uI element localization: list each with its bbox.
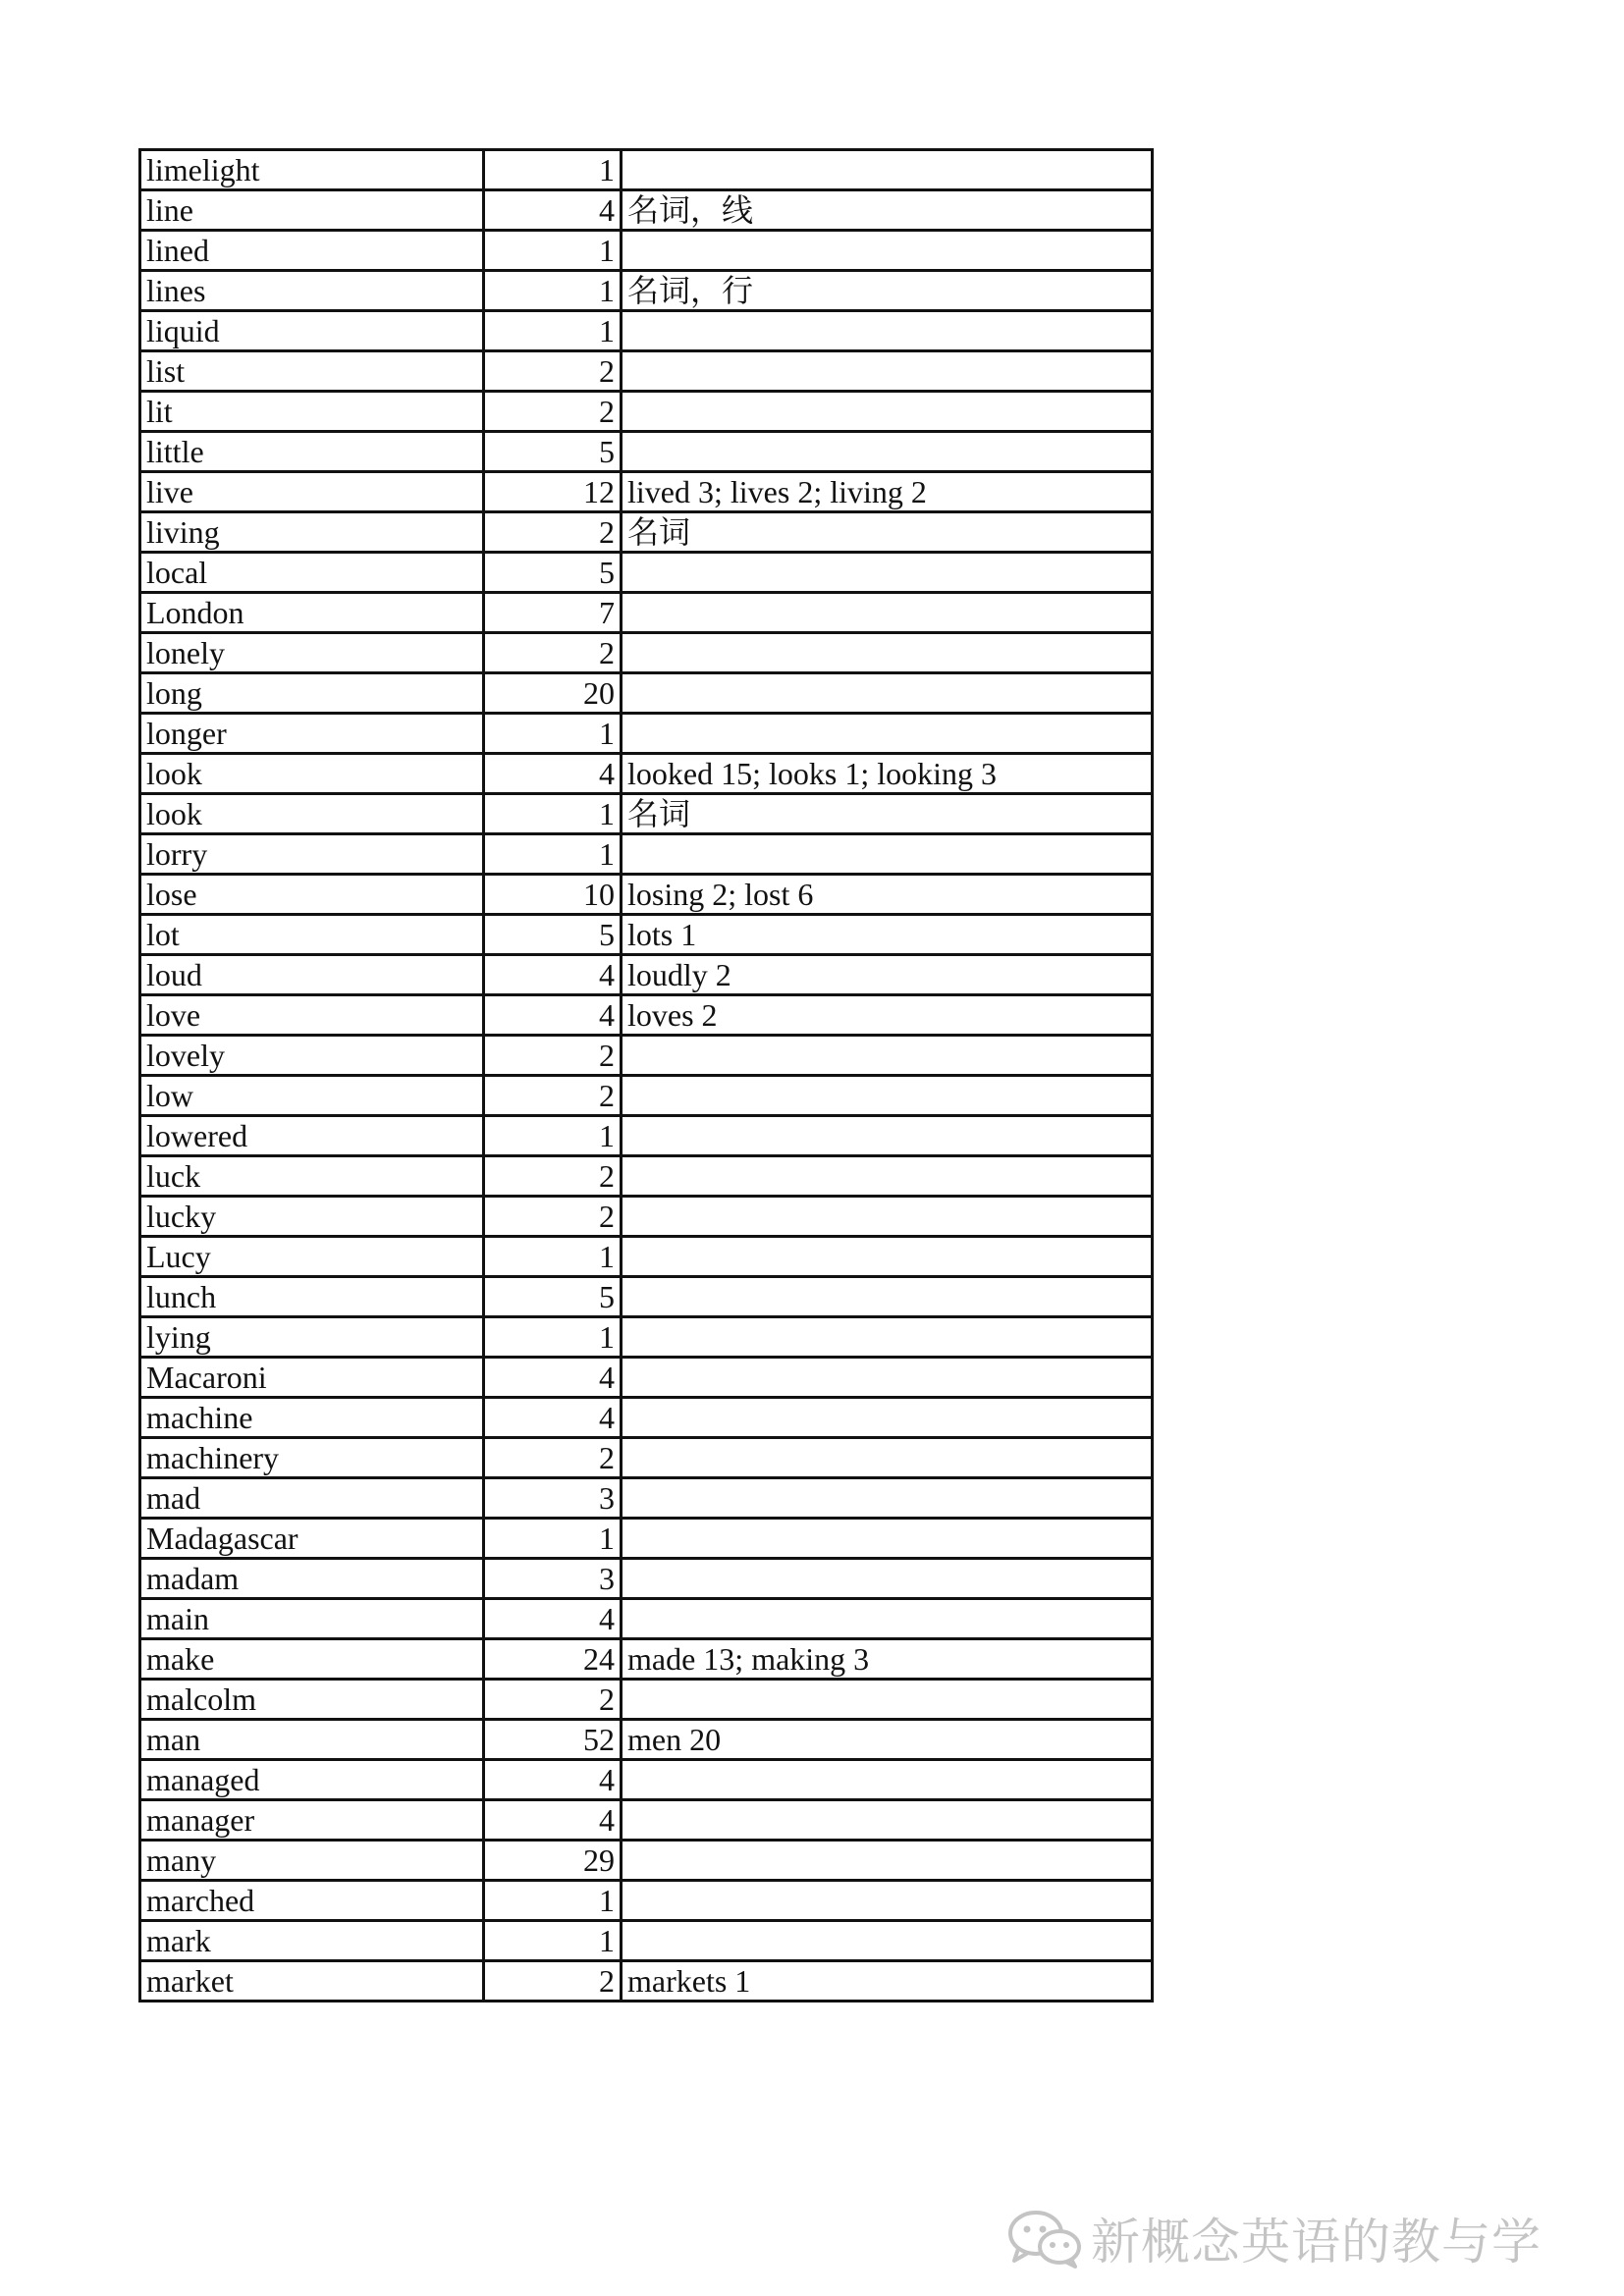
count-cell: 1 bbox=[484, 311, 622, 351]
count-cell: 10 bbox=[484, 875, 622, 915]
table-row bbox=[140, 1599, 1153, 1639]
notes-cell bbox=[622, 1478, 1153, 1519]
count-cell: 1 bbox=[484, 1237, 622, 1277]
table-row bbox=[140, 392, 1153, 432]
table-row bbox=[140, 190, 1153, 231]
table-row bbox=[140, 1317, 1153, 1358]
count-cell: 2 bbox=[484, 633, 622, 673]
notes-cell bbox=[622, 1358, 1153, 1398]
notes-cell: loudly 2 bbox=[622, 955, 1153, 995]
table-row bbox=[140, 714, 1153, 754]
count-cell: 4 bbox=[484, 995, 622, 1036]
notes-cell bbox=[622, 593, 1153, 633]
notes-cell bbox=[622, 1760, 1153, 1800]
word-cell: lose bbox=[140, 875, 484, 915]
notes-cell bbox=[622, 1881, 1153, 1921]
count-cell: 1 bbox=[484, 834, 622, 875]
count-cell: 2 bbox=[484, 1156, 622, 1197]
count-cell: 2 bbox=[484, 1197, 622, 1237]
word-cell: lorry bbox=[140, 834, 484, 875]
notes-cell: made 13; making 3 bbox=[622, 1639, 1153, 1680]
table-row bbox=[140, 1358, 1153, 1398]
table-row bbox=[140, 1438, 1153, 1478]
notes-cell bbox=[622, 553, 1153, 593]
table-row bbox=[140, 1398, 1153, 1438]
notes-cell: lived 3; lives 2; living 2 bbox=[622, 472, 1153, 512]
table-row bbox=[140, 1921, 1153, 1961]
table-row bbox=[140, 754, 1153, 794]
table-row bbox=[140, 915, 1153, 955]
word-cell: Lucy bbox=[140, 1237, 484, 1277]
table-row bbox=[140, 1197, 1153, 1237]
word-cell: look bbox=[140, 794, 484, 834]
word-cell: live bbox=[140, 472, 484, 512]
table-row bbox=[140, 1116, 1153, 1156]
count-cell: 24 bbox=[484, 1639, 622, 1680]
word-cell: love bbox=[140, 995, 484, 1036]
word-cell: lined bbox=[140, 231, 484, 271]
table-row bbox=[140, 1720, 1153, 1760]
table-row bbox=[140, 995, 1153, 1036]
table-row bbox=[140, 1237, 1153, 1277]
word-cell: lit bbox=[140, 392, 484, 432]
table-row bbox=[140, 231, 1153, 271]
notes-cell bbox=[622, 1197, 1153, 1237]
word-cell: machine bbox=[140, 1398, 484, 1438]
word-frequency-table bbox=[138, 148, 1154, 2002]
word-cell: lying bbox=[140, 1317, 484, 1358]
notes-cell bbox=[622, 1116, 1153, 1156]
watermark bbox=[1006, 2204, 1542, 2272]
table-row bbox=[140, 794, 1153, 834]
count-cell: 52 bbox=[484, 1720, 622, 1760]
notes-cell bbox=[622, 1680, 1153, 1720]
word-cell: liquid bbox=[140, 311, 484, 351]
notes-cell bbox=[622, 1036, 1153, 1076]
word-cell: main bbox=[140, 1599, 484, 1639]
word-cell: longer bbox=[140, 714, 484, 754]
notes-cell bbox=[622, 1237, 1153, 1277]
word-cell: London bbox=[140, 593, 484, 633]
count-cell: 5 bbox=[484, 553, 622, 593]
table-row bbox=[140, 834, 1153, 875]
word-cell: luck bbox=[140, 1156, 484, 1197]
notes-cell bbox=[622, 673, 1153, 714]
count-cell: 1 bbox=[484, 794, 622, 834]
table-row bbox=[140, 633, 1153, 673]
word-cell: marched bbox=[140, 1881, 484, 1921]
word-cell: local bbox=[140, 553, 484, 593]
count-cell: 1 bbox=[484, 150, 622, 190]
word-cell: living bbox=[140, 512, 484, 553]
word-cell: malcolm bbox=[140, 1680, 484, 1720]
notes-cell bbox=[622, 1841, 1153, 1881]
watermark-text: 新概念英语的教与学 bbox=[1091, 2214, 1542, 2270]
table-row bbox=[140, 1639, 1153, 1680]
notes-cell bbox=[622, 1599, 1153, 1639]
word-cell: low bbox=[140, 1076, 484, 1116]
table-row bbox=[140, 553, 1153, 593]
count-cell: 1 bbox=[484, 231, 622, 271]
table-row bbox=[140, 1156, 1153, 1197]
word-cell: little bbox=[140, 432, 484, 472]
notes-cell: men 20 bbox=[622, 1720, 1153, 1760]
notes-cell: 名词 bbox=[622, 794, 1153, 834]
table-row bbox=[140, 1519, 1153, 1559]
word-cell: Madagascar bbox=[140, 1519, 484, 1559]
count-cell: 4 bbox=[484, 1358, 622, 1398]
notes-cell bbox=[622, 1921, 1153, 1961]
notes-cell bbox=[622, 392, 1153, 432]
count-cell: 3 bbox=[484, 1559, 622, 1599]
notes-cell: 名词，线 bbox=[622, 190, 1153, 231]
table-row bbox=[140, 1800, 1153, 1841]
notes-cell bbox=[622, 1519, 1153, 1559]
word-cell: lucky bbox=[140, 1197, 484, 1237]
word-cell: make bbox=[140, 1639, 484, 1680]
table-row bbox=[140, 1760, 1153, 1800]
table-row bbox=[140, 512, 1153, 553]
table-row bbox=[140, 593, 1153, 633]
notes-cell bbox=[622, 351, 1153, 392]
notes-cell bbox=[622, 1398, 1153, 1438]
table-row bbox=[140, 150, 1153, 190]
word-cell: manager bbox=[140, 1800, 484, 1841]
word-cell: limelight bbox=[140, 150, 484, 190]
notes-cell bbox=[622, 1317, 1153, 1358]
word-cell: machinery bbox=[140, 1438, 484, 1478]
notes-cell: 名词 bbox=[622, 512, 1153, 553]
table-row bbox=[140, 1841, 1153, 1881]
word-cell: lonely bbox=[140, 633, 484, 673]
notes-cell: markets 1 bbox=[622, 1961, 1153, 2002]
count-cell: 5 bbox=[484, 915, 622, 955]
count-cell: 29 bbox=[484, 1841, 622, 1881]
count-cell: 20 bbox=[484, 673, 622, 714]
word-cell: mark bbox=[140, 1921, 484, 1961]
word-cell: mad bbox=[140, 1478, 484, 1519]
table-row bbox=[140, 1881, 1153, 1921]
word-cell: long bbox=[140, 673, 484, 714]
count-cell: 4 bbox=[484, 1599, 622, 1639]
count-cell: 4 bbox=[484, 190, 622, 231]
count-cell: 2 bbox=[484, 392, 622, 432]
word-cell: market bbox=[140, 1961, 484, 2002]
count-cell: 4 bbox=[484, 955, 622, 995]
word-cell: Macaroni bbox=[140, 1358, 484, 1398]
word-cell: lot bbox=[140, 915, 484, 955]
table-row bbox=[140, 1076, 1153, 1116]
notes-cell bbox=[622, 1438, 1153, 1478]
notes-cell bbox=[622, 714, 1153, 754]
word-cell: lines bbox=[140, 271, 484, 311]
notes-cell: looked 15; looks 1; looking 3 bbox=[622, 754, 1153, 794]
table-row bbox=[140, 311, 1153, 351]
count-cell: 2 bbox=[484, 512, 622, 553]
notes-cell bbox=[622, 150, 1153, 190]
table-row bbox=[140, 271, 1153, 311]
notes-cell bbox=[622, 1156, 1153, 1197]
notes-cell bbox=[622, 1559, 1153, 1599]
count-cell: 2 bbox=[484, 1438, 622, 1478]
word-cell: look bbox=[140, 754, 484, 794]
word-cell: lovely bbox=[140, 1036, 484, 1076]
count-cell: 5 bbox=[484, 1277, 622, 1317]
word-cell: man bbox=[140, 1720, 484, 1760]
count-cell: 12 bbox=[484, 472, 622, 512]
count-cell: 1 bbox=[484, 1881, 622, 1921]
count-cell: 4 bbox=[484, 1760, 622, 1800]
table-row bbox=[140, 351, 1153, 392]
table-row bbox=[140, 472, 1153, 512]
table-body bbox=[140, 150, 1153, 2002]
count-cell: 2 bbox=[484, 1961, 622, 2002]
table-row bbox=[140, 875, 1153, 915]
table-row bbox=[140, 1036, 1153, 1076]
count-cell: 4 bbox=[484, 754, 622, 794]
notes-cell: loves 2 bbox=[622, 995, 1153, 1036]
count-cell: 2 bbox=[484, 1076, 622, 1116]
count-cell: 1 bbox=[484, 1317, 622, 1358]
table-row bbox=[140, 1680, 1153, 1720]
notes-cell bbox=[622, 1076, 1153, 1116]
notes-cell bbox=[622, 231, 1153, 271]
word-cell: line bbox=[140, 190, 484, 231]
count-cell: 2 bbox=[484, 1680, 622, 1720]
notes-cell: lots 1 bbox=[622, 915, 1153, 955]
notes-cell bbox=[622, 834, 1153, 875]
table-row bbox=[140, 673, 1153, 714]
table-row bbox=[140, 1559, 1153, 1599]
word-cell: lunch bbox=[140, 1277, 484, 1317]
word-cell: many bbox=[140, 1841, 484, 1881]
count-cell: 1 bbox=[484, 1921, 622, 1961]
notes-cell bbox=[622, 1800, 1153, 1841]
notes-cell: losing 2; lost 6 bbox=[622, 875, 1153, 915]
count-cell: 4 bbox=[484, 1800, 622, 1841]
count-cell: 1 bbox=[484, 714, 622, 754]
count-cell: 1 bbox=[484, 1519, 622, 1559]
count-cell: 2 bbox=[484, 1036, 622, 1076]
table-row bbox=[140, 432, 1153, 472]
notes-cell bbox=[622, 1277, 1153, 1317]
notes-cell bbox=[622, 311, 1153, 351]
count-cell: 5 bbox=[484, 432, 622, 472]
table-row bbox=[140, 955, 1153, 995]
table-row bbox=[140, 1478, 1153, 1519]
wechat-icon bbox=[1006, 2208, 1083, 2269]
table-row bbox=[140, 1277, 1153, 1317]
table-row bbox=[140, 1961, 1153, 2002]
word-cell: managed bbox=[140, 1760, 484, 1800]
word-cell: loud bbox=[140, 955, 484, 995]
count-cell: 1 bbox=[484, 271, 622, 311]
notes-cell bbox=[622, 432, 1153, 472]
count-cell: 1 bbox=[484, 1116, 622, 1156]
word-cell: lowered bbox=[140, 1116, 484, 1156]
word-cell: madam bbox=[140, 1559, 484, 1599]
count-cell: 3 bbox=[484, 1478, 622, 1519]
count-cell: 2 bbox=[484, 351, 622, 392]
word-cell: list bbox=[140, 351, 484, 392]
notes-cell: 名词，行 bbox=[622, 271, 1153, 311]
count-cell: 4 bbox=[484, 1398, 622, 1438]
notes-cell bbox=[622, 633, 1153, 673]
count-cell: 7 bbox=[484, 593, 622, 633]
